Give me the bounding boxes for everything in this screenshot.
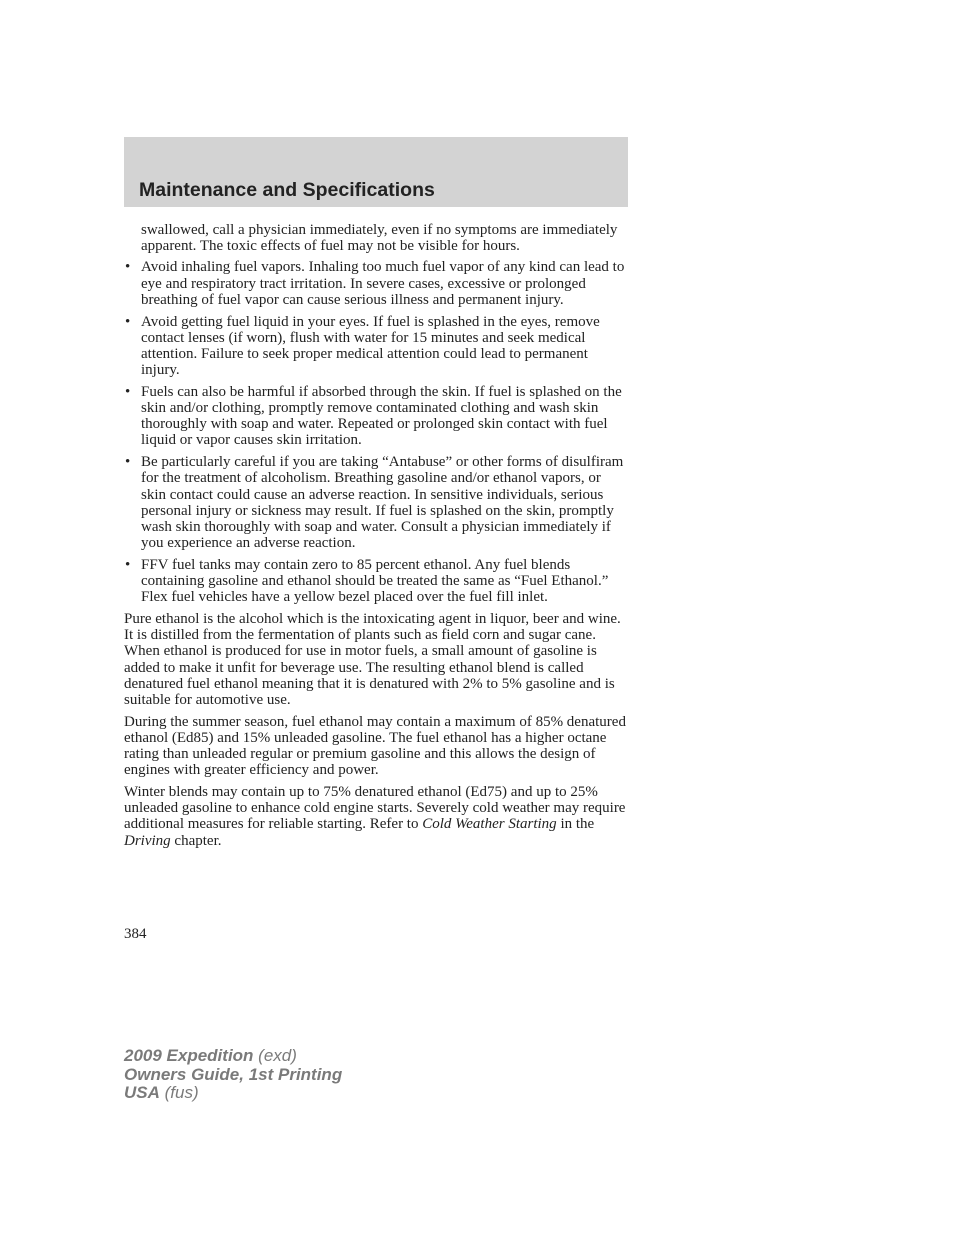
bullet-item	[124, 454, 628, 551]
final-text-middle: in the	[560, 816, 595, 833]
footer	[124, 1047, 342, 1103]
continued-text: swallowed, call a physician immediately, even if no symptoms are immediately apparent. The toxic effects of fuel may not be visible for hours.	[141, 222, 618, 255]
footer-model-code: (exd)	[258, 1046, 297, 1065]
bullet-text: Fuels can also be harmful if absorbed through the skin. If fuel is splashed on the skin and/or clothing, promptly remove contaminated clothing and wash skin thoroughly with soap and water. Repeated or prolonged skin contact with fuel liquid or vapor causes skin irritation.	[141, 383, 622, 449]
bullet-item	[124, 384, 628, 449]
body-paragraph: Pure ethanol is the alcohol which is the intoxicating agent in liquor, beer and wine. It is distilled from the fermentation of plants such as field corn and sugar cane. When ethanol is produced for use in motor fuels, a small amount of gasoline is added to make it unfit for beverage use. The resulting ethanol blend is called denatured fuel ethanol meaning that it is denatured with 2% to 5% gasoline and is suitable for automotive use.	[124, 610, 621, 708]
reference-chapter: Driving	[124, 832, 171, 849]
bullet-icon: •	[125, 313, 131, 330]
page-content	[124, 222, 628, 854]
bullet-icon: •	[125, 383, 131, 400]
bullet-icon: •	[125, 259, 131, 276]
body-paragraph: During the summer season, fuel ethanol may contain a maximum of 85% denatured ethanol (Ed85) and 15% unleaded gasoline. The fuel ethanol has a higher octane rating than unleaded regular or premium gasoline and this allows the design of engines with greater efficiency and power.	[124, 713, 626, 779]
bullet-text: Avoid inhaling fuel vapors. Inhaling too much fuel vapor of any kind can lead to eye and respiratory tract irritation. In severe cases, excessive or prolonged breathing of fuel vapor can cause serious illness and permanent injury.	[141, 259, 625, 308]
bullet-text: Be particularly careful if you are taking “Antabuse” or other forms of disulfiram for the treatment of alcoholism. Breathing gasoline and/or ethanol vapors, or skin contact could cause an adverse reaction. In sensitive individuals, serious personal injury or sickness may result. If fuel is splashed on the skin, promptly wash skin thoroughly with soap and water. Consult a physician immediately if you experience an adverse reaction.	[141, 454, 624, 552]
bullet-item	[124, 557, 628, 606]
section-header-band	[124, 137, 628, 207]
final-text-after: chapter.	[174, 832, 222, 849]
body-paragraph-final	[124, 784, 628, 849]
footer-model: 2009 Expedition	[124, 1046, 254, 1065]
bullet-list	[124, 259, 628, 605]
bullet-text: Avoid getting fuel liquid in your eyes. If fuel is splashed in the eyes, remove contact lenses (if worn), flush with water for 15 minutes and seek medical attention. Failure to seek proper medical attention could lead to permanent injury.	[141, 313, 600, 379]
bullet-icon: •	[125, 556, 131, 573]
footer-printing: Owners Guide, 1st Printing	[124, 1064, 343, 1084]
section-title: Maintenance and Specifications	[139, 179, 435, 201]
footer-market-code: (fus)	[164, 1083, 199, 1102]
page-number: 384	[124, 926, 147, 942]
bullet-item	[124, 314, 628, 379]
bullet-icon: •	[125, 454, 131, 471]
bullet-text: FFV fuel tanks may contain zero to 85 percent ethanol. Any fuel blends containing gasoline and ethanol should be treated the same as “Fuel Ethanol.” Flex fuel vehicles have a yellow bezel placed over the fuel fill inlet.	[141, 556, 609, 606]
footer-market: USA	[124, 1083, 160, 1102]
reference-section: Cold Weather Starting	[422, 816, 557, 833]
footer-line-2	[124, 1066, 342, 1085]
final-text-before: Winter blends may contain up to 75% denatured ethanol (Ed75) and up to 25% unleaded gasoline to enhance cold engine starts. Severely cold weather may require additional measures for reliable starting. Refer to	[124, 784, 626, 833]
footer-line-1	[124, 1047, 342, 1066]
footer-line-3	[124, 1084, 342, 1103]
bullet-item	[124, 259, 628, 308]
